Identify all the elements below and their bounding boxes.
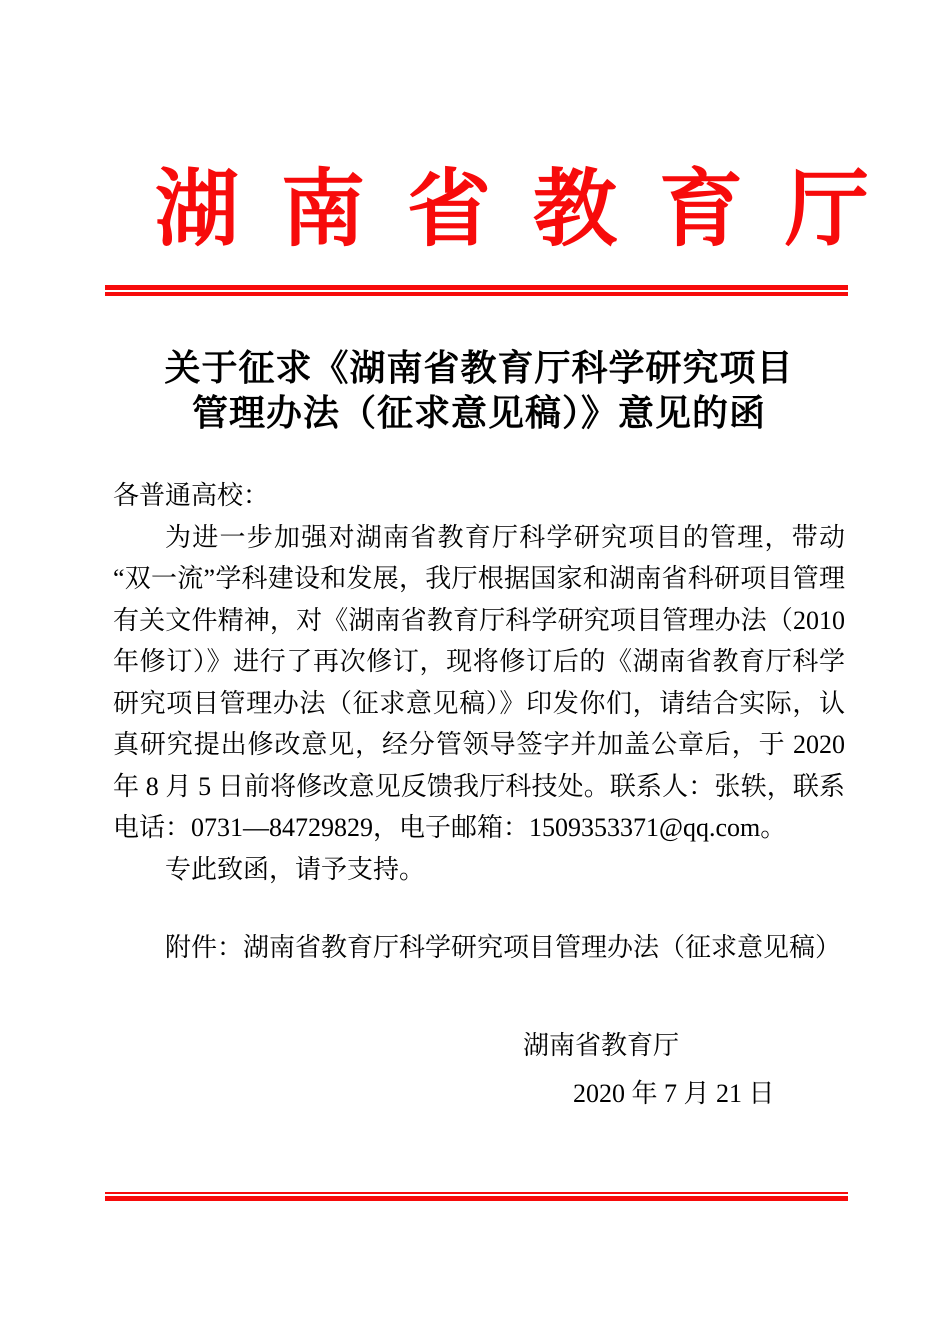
body-text-line: “双一流”学科建设和发展，我厅根据国家和湖南省科研项目管理	[113, 564, 845, 593]
rule-bar-bottom	[105, 1196, 848, 1201]
closing-sentence: 专此致函，请予支持。	[165, 854, 426, 884]
document-title	[113, 346, 845, 436]
footer-double-rule	[105, 1192, 848, 1201]
body-text-line: 为进一步加强对湖南省教育厅科学研究项目的管理，带动	[165, 522, 845, 552]
document-title-line2: 管理办法（征求意见稿）》意见的函	[191, 393, 766, 433]
body-text-line: 有关文件精神，对《湖南省教育厅科学研究项目管理办法（2010	[113, 605, 845, 635]
letterhead-agency-name: 湖南省教育厅	[155, 164, 912, 257]
signature-agency: 湖南省教育厅	[523, 1030, 680, 1060]
main-paragraph	[113, 517, 845, 849]
document-body	[113, 475, 845, 1115]
attachment-line: 附件：湖南省教育厅科学研究项目管理办法（征求意见稿）	[165, 933, 842, 962]
body-text-line: 电话：0731—84729829，电子邮箱：1509353371@qq.com。	[113, 813, 787, 842]
body-text-line: 年 8 月 5 日前将修改意见反馈我厅科技处。联系人：张轶，联系	[113, 771, 845, 801]
body-text-line: 研究项目管理办法（征求意见稿）》印发你们，请结合实际，认	[113, 688, 845, 718]
rule-bar-bottom	[105, 292, 848, 296]
letterhead-double-rule	[105, 285, 848, 296]
body-text-line: 年修订）》进行了再次修订，现将修订后的《湖南省教育厅科学	[113, 647, 845, 676]
signature-date: 2020 年 7 月 21 日	[573, 1079, 775, 1108]
document-title-line1: 关于征求《湖南省教育厅科学研究项目	[164, 348, 794, 388]
body-text-line: 真研究提出修改意见，经分管领导签字并加盖公章后，于 2020	[113, 730, 845, 759]
letterhead	[113, 164, 912, 296]
salutation: 各普通高校：	[113, 481, 270, 510]
